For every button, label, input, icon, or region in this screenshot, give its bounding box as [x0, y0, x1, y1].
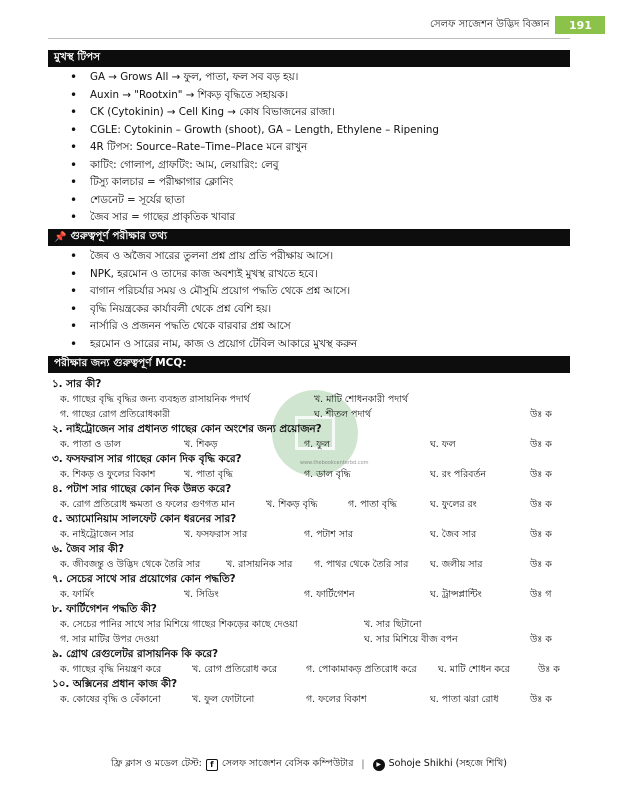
mcq-option: ঘ. জলীয় সার	[430, 559, 483, 570]
mcq-option: ঘ. ট্রান্সপ্লান্টিং	[430, 589, 482, 600]
mcq-option: ক. সেচের পানির সাথে সার মিশিয়ে গাছের শিকড়ের কাছে দেওয়া	[60, 619, 298, 630]
watermark-text: www.thebookcenterbd.com	[300, 460, 369, 466]
mcq-option: ঘ. পাতা ঝরা রোধ	[430, 694, 499, 705]
mcq-answer: উঃ ক	[538, 664, 560, 675]
mcq-answer: উঃ ক	[530, 559, 552, 570]
footer-facebook-link[interactable]: সেলফ সাজেশন বেসিক কম্পিউটার	[221, 758, 354, 769]
mcq-option: খ. ফুল ফোটানো	[192, 694, 255, 705]
mcq-option: ক. গাছের বৃদ্ধি নিয়ন্ত্রণ করে	[60, 664, 162, 675]
mcq-options-row	[52, 632, 568, 647]
mcq-option: ঘ. সার মিশিয়ে বীজ বপন	[364, 634, 458, 645]
list-item: • শেডনেট = সূর্যের ছাতা	[70, 192, 439, 210]
list-item: • নার্সারি ও প্রজনন পদ্ধতি থেকে বারবার প্রশ্ন আসে	[70, 318, 357, 336]
section-mcq-title: পরীক্ষার জন্য গুরুত্বপূর্ণ MCQ:	[54, 357, 187, 369]
mcq-option: গ. গাছের রোগ প্রতিরোধকারী	[60, 409, 171, 420]
mcq-option: খ. ফসফরাস সার	[184, 529, 248, 540]
mcq-option: ক. কোষের বৃদ্ধি ও বেঁকানো	[60, 694, 161, 705]
mcq-option: ঘ. ফল	[430, 439, 456, 450]
mcq-option: ক. ফার্মিং	[60, 589, 95, 600]
mcq-options-row	[52, 527, 568, 542]
mcq-option: গ. ডাল বৃদ্ধি	[304, 469, 351, 480]
mcq-option: ঘ. মাটি শোধন করে	[438, 664, 510, 675]
mcq-question: ১. সার কী?	[52, 378, 102, 390]
mcq-option: গ. পোকামাকড় প্রতিরোধ করে	[306, 664, 417, 675]
mcq-options-row	[52, 557, 568, 572]
pin-icon: 📌	[54, 232, 67, 243]
mcq-option: গ. পটাশ সার	[304, 529, 353, 540]
mcq-answer: উঃ গ	[530, 589, 552, 600]
mcq-option: খ. সিডিং	[184, 589, 219, 600]
mcq-option: খ. মাটি শোধনকারী পদার্থ	[314, 394, 408, 405]
mcq-options-row	[52, 692, 568, 707]
mcq-options-row	[52, 392, 568, 407]
mcq-option: ক. পাতা ও ডাল	[60, 439, 121, 450]
section-exam-title: গুরুত্বপূর্ণ পরীক্ষার তথ্য	[70, 230, 168, 242]
mcq-option: ঘ. জৈব সার	[430, 529, 477, 540]
list-item: • NPK, হরমোন ও তাদের কাজ অবশ্যই মুখস্থ রাখতে হবে।	[70, 266, 357, 284]
mcq-option: খ. রাসায়নিক সার	[226, 559, 293, 570]
page-footer	[0, 757, 618, 772]
mcq-options-row	[52, 467, 568, 482]
mcq-answer: উঃ ক	[530, 529, 552, 540]
mcq-option: গ. ফুল	[304, 439, 330, 450]
list-item: • CK (Cytokinin) → Cell King → কোষ বিভাজনের রাজা।	[70, 104, 439, 122]
mcq-options-row	[52, 407, 568, 422]
mcq-question: ১০. অক্সিনের প্রধান কাজ কী?	[52, 678, 178, 690]
list-item: • 4R টিপস: Source–Rate–Time–Place মনে রাখুন	[70, 139, 439, 157]
tips-list	[70, 69, 439, 227]
mcq-option: খ. সার ছিটানো	[364, 619, 422, 630]
section-mcq-header	[48, 356, 570, 373]
mcq-option: ক. জীবজন্তু ও উদ্ভিদ থেকে তৈরি সার	[60, 559, 201, 570]
mcq-option: গ. ফার্টিগেশন	[304, 589, 355, 600]
mcq-option: গ. সার মাটির উপর দেওয়া	[60, 634, 159, 645]
list-item: • জৈব ও অজৈব সারের তুলনা প্রশ্ন প্রায় প্রতি পরীক্ষায় আসে।	[70, 248, 357, 266]
mcq-question: ৬. জৈব সার কী?	[52, 543, 125, 555]
mcq-option: গ. পাতা বৃদ্ধি	[348, 499, 397, 510]
section-tips-title: মুখস্থ টিপস	[54, 51, 101, 63]
mcq-answer: উঃ ক	[530, 409, 552, 420]
mcq-answer: উঃ ক	[530, 634, 552, 645]
facebook-icon[interactable]: f	[206, 759, 218, 771]
footer-text: ফ্রি ক্লাস ও মডেল টেস্ট:	[111, 758, 202, 769]
mcq-options-row	[52, 617, 568, 632]
mcq-option: খ. রোগ প্রতিরোধ করে	[192, 664, 277, 675]
mcq-list	[52, 377, 568, 707]
mcq-options-row	[52, 437, 568, 452]
mcq-option: ঘ. রং পরিবর্তন	[430, 469, 486, 480]
list-item: • GA → Grows All → ফুল, পাতা, ফল সব বড় হয়।	[70, 69, 439, 87]
mcq-question: ৯. গ্রোথ রেগুলেটর রাসায়নিক কি করে?	[52, 648, 219, 660]
list-item: • বৃদ্ধি নিয়ন্ত্রকের কার্যাবলী থেকে প্রশ্ন বেশি হয়।	[70, 301, 357, 319]
mcq-option: ক. রোগ প্রতিরোধ ক্ষমতা ও ফলের গুণগত মান	[60, 499, 235, 510]
exam-info-list	[70, 248, 357, 353]
mcq-answer: উঃ ক	[530, 439, 552, 450]
mcq-answer: উঃ ক	[530, 469, 552, 480]
list-item: • টিস্যু কালচার = পরীক্ষাগার ক্লোনিং	[70, 174, 439, 192]
mcq-question: ৮. ফার্টিগেশন পদ্ধতি কী?	[52, 603, 157, 615]
list-item: • CGLE: Cytokinin – Growth (shoot), GA – Length, Ethylene – Ripening	[70, 122, 439, 140]
mcq-option: ক. গাছের বৃদ্ধি বৃদ্ধির জন্য ব্যবহৃত রাসায়নিক পদার্থ	[60, 394, 250, 405]
page-header	[430, 16, 605, 34]
mcq-question: ৭. সেচের সাথে সার প্রয়োগের কোন পদ্ধতি?	[52, 573, 236, 585]
section-tips-header	[48, 50, 570, 67]
mcq-option: গ. ফলের বিকাশ	[306, 694, 367, 705]
youtube-icon[interactable]: ▶	[373, 759, 385, 771]
mcq-answer: উঃ ক	[530, 499, 552, 510]
header-divider	[48, 38, 570, 39]
mcq-option: ক. শিকড় ও ফুলের বিকাশ	[60, 469, 156, 480]
mcq-question: ২. নাইট্রোজেন সার প্রধানত গাছের কোন অংশের জন্য প্রয়োজন?	[52, 423, 322, 435]
mcq-options-row	[52, 662, 568, 677]
mcq-options-row	[52, 587, 568, 602]
page-number-badge: 191	[555, 16, 605, 34]
mcq-option: খ. শিকড়	[184, 439, 218, 450]
mcq-question: ৫. অ্যামোনিয়াম সালফেট কোন ধরনের সার?	[52, 513, 237, 525]
mcq-question: ৩. ফসফরাস সার গাছের কোন দিক বৃদ্ধি করে?	[52, 453, 242, 465]
mcq-option: ক. নাইট্রোজেন সার	[60, 529, 134, 540]
footer-separator: |	[361, 759, 365, 770]
section-exam-header	[48, 229, 570, 246]
list-item: • জৈব সার = গাছের প্রাকৃতিক খাবার	[70, 209, 439, 227]
list-item: • বাগান পরিচর্যার সময় ও মৌসুমি প্রয়োগ পদ্ধতি থেকে প্রশ্ন আসে।	[70, 283, 357, 301]
mcq-answer: উঃ ক	[530, 694, 552, 705]
list-item: • হরমোন ও সারের নাম, কাজ ও প্রয়োগ টেবিল আকারে মুখস্থ করুন	[70, 336, 357, 354]
mcq-option: খ. পাতা বৃদ্ধি	[184, 469, 233, 480]
footer-youtube-link[interactable]: Sohoje Shikhi (সহজে শিখি)	[388, 758, 507, 769]
mcq-question: ৪. পটাশ সার গাছের কোন দিক উন্নত করে?	[52, 483, 232, 495]
list-item: • Auxin → "Rootxin" → শিকড় বৃদ্ধিতে সহায়ক।	[70, 87, 439, 105]
mcq-option: ঘ. ফুলের রং	[430, 499, 477, 510]
list-item: • কাটিং: গোলাপ, গ্রাফটিং: আম, লেয়ারিং: লেবু	[70, 157, 439, 175]
header-subject: সেলফ সাজেশন উদ্ভিদ বিজ্ঞান	[430, 18, 550, 30]
mcq-options-row	[52, 497, 568, 512]
mcq-option: গ. পাথর থেকে তৈরি সার	[314, 559, 409, 570]
mcq-option: খ. শিকড় বৃদ্ধি	[266, 499, 318, 510]
mcq-option: ঘ. শীতল পদার্থ	[314, 409, 372, 420]
